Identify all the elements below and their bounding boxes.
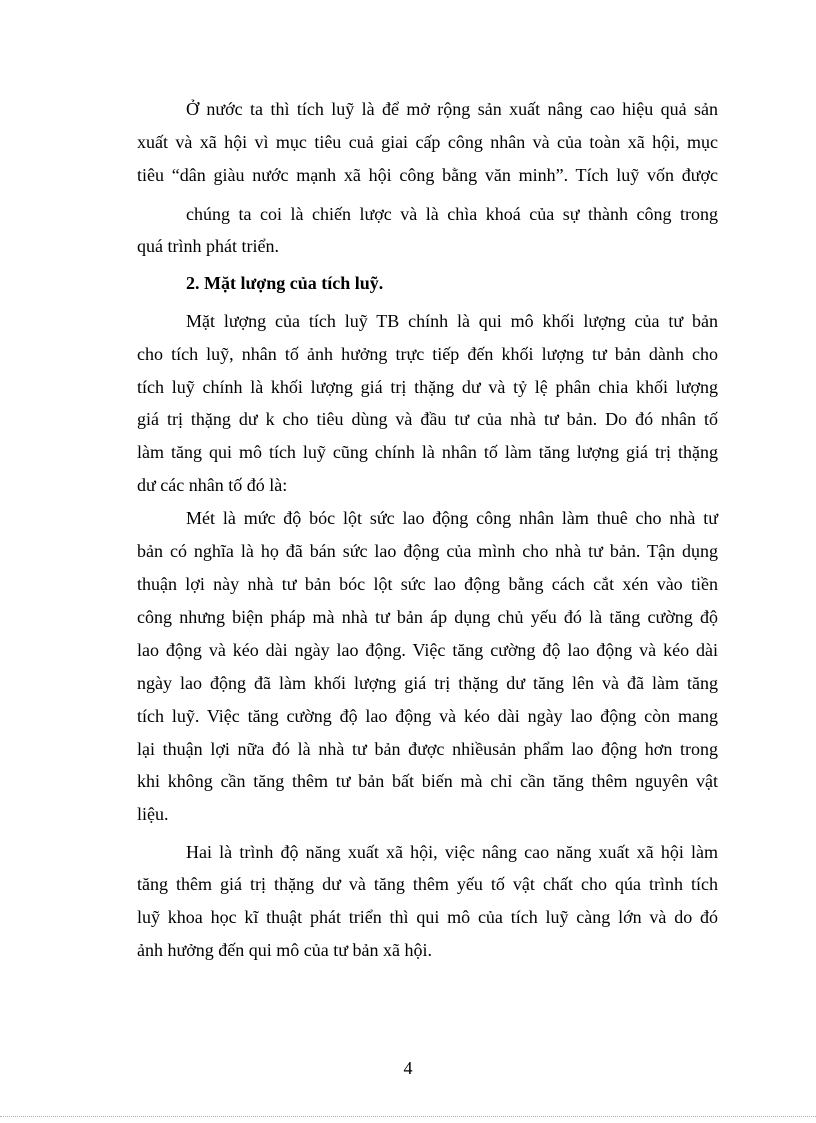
paragraph-line: Mét là mức độ bóc lột sức lao động công nhân làm thuê cho nhà tư (186, 508, 718, 528)
paragraph-line: làm tăng qui mô tích luỹ cũng chính là nhân tố làm tăng lượng giá trị thặng (137, 442, 718, 462)
paragraph-line: Mặt lượng của tích luỹ TB chính là qui mô khối lượng của tư bản (186, 311, 718, 331)
paragraph-line: tích luỹ. Việc tăng cường độ lao động và kéo dài ngày lao động còn mang (137, 706, 718, 726)
page-number: 4 (403, 1058, 413, 1078)
paragraph-line: lại thuận lợi nữa đó là nhà tư bản được nhiềusản phẩm lao động hơn trong (137, 739, 718, 759)
paragraph-line: công nhưng biện pháp mà nhà tư bản áp dụng chủ yếu đó là tăng cường độ (137, 607, 718, 627)
paragraph-line: tích luỹ chính là khối lượng giá trị thặng dư và tỷ lệ phân chia khối lượng (137, 377, 718, 397)
paragraph-line: chúng ta coi là chiến lược và là chìa khoá của sự thành công trong (186, 204, 718, 224)
paragraph-line: giá trị thặng dư k cho tiêu dùng và đầu tư của nhà tư bản. Do đó nhân tố (137, 409, 718, 429)
paragraph-line: cho tích luỹ, nhân tố ảnh hưởng trực tiếp đến khối lượng tư bản dành cho (137, 344, 718, 364)
paragraph-line: quá trình phát triển. (137, 236, 279, 256)
paragraph-line: Hai là trình độ năng xuất xã hội, việc nâng cao năng xuất xã hội làm (186, 842, 718, 862)
paragraph-line: luỹ khoa học kĩ thuật phát triển thì qui mô của tích luỹ càng lớn và do đó (137, 907, 718, 927)
paragraph-line: khi không cần tăng thêm tư bản bất biến mà chỉ cần tăng thêm nguyên vật (137, 771, 718, 791)
paragraph-line: tăng thêm giá trị thặng dư và tăng thêm yếu tố vật chất cho qúa trình tích (137, 874, 718, 894)
paragraph-line: thuận lợi này nhà tư bản bóc lột sức lao động bằng cách cắt xén vào tiền (137, 574, 718, 594)
paragraph-line: dư các nhân tố đó là: (137, 475, 288, 495)
paragraph-line: ảnh hưởng đến qui mô của tư bản xã hội. (137, 940, 432, 960)
paragraph-line: ngày lao động đã làm khối lượng giá trị thặng dư tăng lên và đã làm tăng (137, 673, 718, 693)
paragraph-line: Ở nước ta thì tích luỹ là để mở rộng sản xuất nâng cao hiệu quả sản (186, 99, 718, 119)
section-heading: 2. Mặt lượng của tích luỹ. (186, 273, 384, 293)
page-bottom-divider (0, 1116, 816, 1117)
paragraph-line: lao động và kéo dài ngày lao động. Việc tăng cường độ lao động và kéo dài (137, 640, 718, 660)
paragraph-line: xuất và xã hội vì mục tiêu cuả giai cấp công nhân và của toàn xã hội, mục (137, 132, 718, 152)
paragraph-line: tiêu “dân giàu nước mạnh xã hội công bằng văn minh”. Tích luỹ vốn được (137, 165, 718, 185)
paragraph-line: liệu. (137, 804, 169, 824)
paragraph-line: bản có nghĩa là họ đã bán sức lao động của mình cho nhà tư bản. Tận dụng (137, 541, 718, 561)
